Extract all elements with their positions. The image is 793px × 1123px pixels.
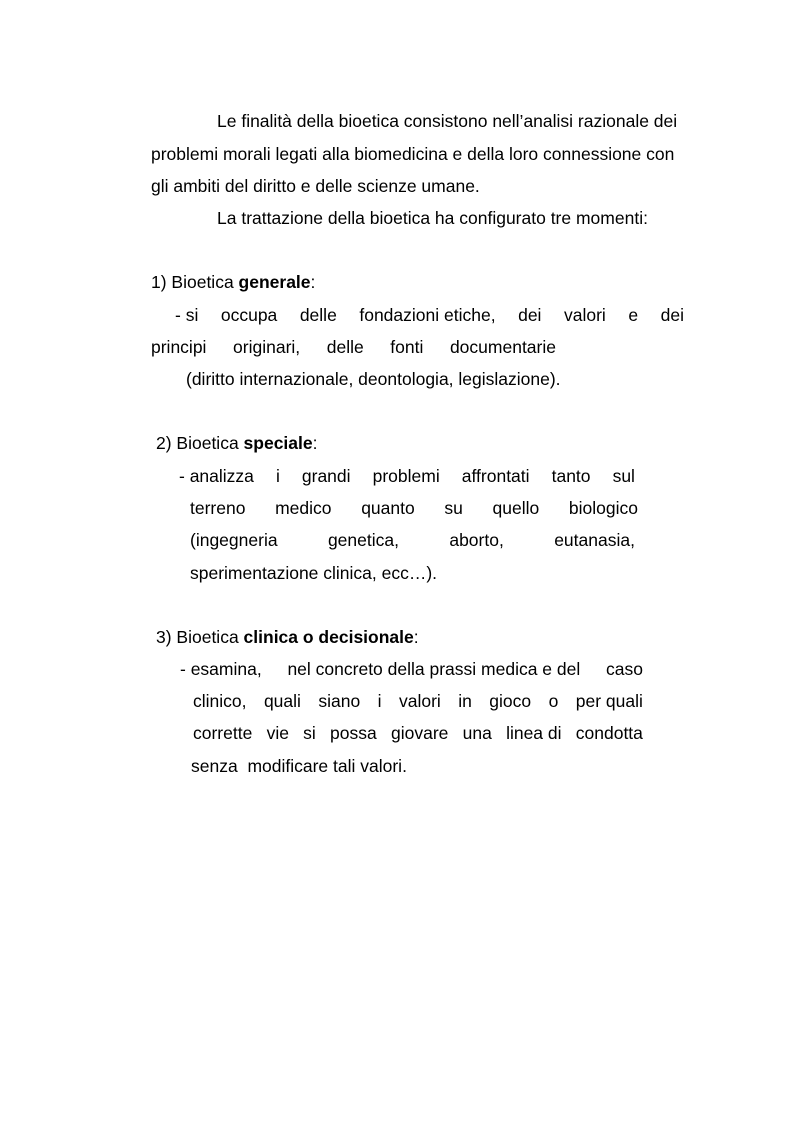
intro-line-1: Le finalità della bioetica consistono nell’analisi razionale dei xyxy=(217,111,678,131)
word: su xyxy=(444,498,463,518)
word: principi xyxy=(151,337,207,357)
section-2-heading xyxy=(156,432,318,454)
section-2-line-1 xyxy=(179,465,635,487)
section-3-suffix: : xyxy=(413,627,419,647)
word: biologico xyxy=(568,498,638,518)
intro-line-3: gli ambiti del diritto e delle scienze umane. xyxy=(151,176,480,196)
word: i xyxy=(275,466,280,486)
word: - si xyxy=(175,305,199,325)
word: grandi xyxy=(301,466,351,486)
section-2-line-2 xyxy=(190,497,638,519)
section-2-suffix: : xyxy=(312,433,318,453)
section-3-prefix: 3) Bioetica xyxy=(156,627,244,647)
word: quello xyxy=(492,498,540,518)
section-1-line-3: (diritto internazionale, deontologia, legislazione). xyxy=(186,369,561,389)
word: vie xyxy=(266,723,289,743)
section-3-bold-term: clinica o decisionale xyxy=(243,627,414,647)
word: modificare tali valori. xyxy=(247,756,407,776)
word: genetica, xyxy=(327,530,399,550)
word: delle xyxy=(326,337,364,357)
word: quanto xyxy=(361,498,415,518)
word: documentarie xyxy=(449,337,556,357)
word: i xyxy=(377,691,382,711)
word: affrontati xyxy=(461,466,530,486)
section-3-line-3 xyxy=(193,722,643,744)
word: giovare xyxy=(390,723,449,743)
word: delle xyxy=(299,305,337,325)
section-1-heading xyxy=(151,271,315,293)
section-3-line-1 xyxy=(180,658,643,680)
word: siano xyxy=(318,691,361,711)
section-3-line-2 xyxy=(193,690,643,712)
word: - esamina, xyxy=(180,659,262,679)
section-2-bold-term: speciale xyxy=(243,433,313,453)
word: clinico, xyxy=(193,691,247,711)
word: linea di xyxy=(506,723,562,743)
word: caso xyxy=(606,659,643,679)
word: una xyxy=(462,723,492,743)
section-2-prefix: 2) Bioetica xyxy=(156,433,244,453)
section-3-heading xyxy=(156,626,419,648)
word: terreno xyxy=(190,498,246,518)
word: dei xyxy=(660,305,684,325)
word: senza xyxy=(191,756,238,776)
word: problemi xyxy=(372,466,440,486)
section-2-line-3 xyxy=(190,529,635,551)
word: gioco xyxy=(489,691,532,711)
word: originari, xyxy=(233,337,301,357)
word: si xyxy=(303,723,316,743)
section-1-suffix: : xyxy=(310,272,316,292)
section-1-prefix: 1) Bioetica xyxy=(151,272,239,292)
section-2-line-4: sperimentazione clinica, ecc…). xyxy=(190,563,438,583)
word: tanto xyxy=(551,466,591,486)
word: sul xyxy=(612,466,635,486)
word: corrette xyxy=(193,723,253,743)
word: per quali xyxy=(575,691,643,711)
word: e xyxy=(628,305,639,325)
word: valori xyxy=(398,691,441,711)
word: nel concreto della prassi medica e del xyxy=(287,659,581,679)
intro-line-2: problemi morali legati alla biomedicina e della loro connessione con xyxy=(151,144,675,164)
word: - analizza xyxy=(179,466,254,486)
intro-line-4: La trattazione della bioetica ha configurato tre momenti: xyxy=(217,208,648,228)
word: in xyxy=(458,691,472,711)
word: (ingegneria xyxy=(190,530,278,550)
word: medico xyxy=(275,498,332,518)
word: quali xyxy=(263,691,301,711)
section-1-line-2 xyxy=(151,336,556,358)
section-1-bold-term: generale xyxy=(238,272,311,292)
word: possa xyxy=(330,723,377,743)
word: eutanasia, xyxy=(554,530,635,550)
word: fondazioni etiche, xyxy=(359,305,496,325)
word: valori xyxy=(563,305,606,325)
word: occupa xyxy=(220,305,278,325)
section-3-line-4 xyxy=(191,755,407,777)
word: aborto, xyxy=(449,530,504,550)
word: o xyxy=(548,691,559,711)
word: fonti xyxy=(390,337,424,357)
section-1-line-1 xyxy=(175,304,684,326)
word: dei xyxy=(518,305,542,325)
word: condotta xyxy=(575,723,643,743)
